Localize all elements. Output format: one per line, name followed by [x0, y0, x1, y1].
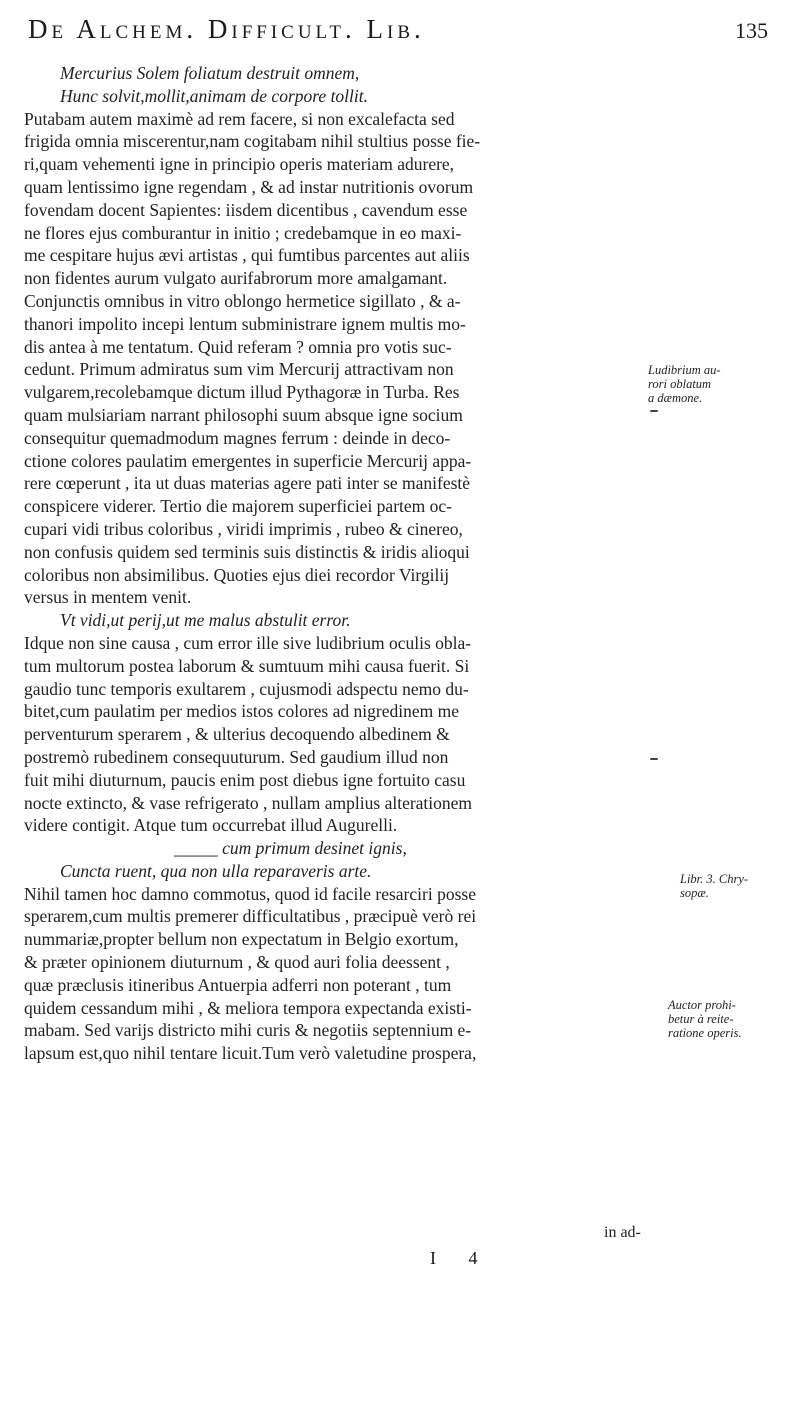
text-line: quam lentissimo igne regendam , & ad instar nutritionis ovorum [24, 176, 474, 197]
text-line: conspicere viderer. Tertio die majorem superficiei partem oc- [24, 496, 452, 517]
text-line: quidem cessandum mihi , & meliora tempora expectanda existi- [24, 997, 472, 1018]
text-line: consequitur quemadmodum magnes ferrum : deinde in deco- [24, 427, 451, 448]
text-line: Conjunctis omnibus in vitro oblongo hermetice sigillato , & a- [24, 290, 461, 311]
text-line: tum multorum postea laborum & sumtuum mihi causa fuerit. Si [24, 655, 470, 676]
text-line: ri,quam vehementi igne in principio operis materiam adurere, [24, 154, 455, 175]
text-line: vulgarem,recolebamque dictum illud Pythagoræ in Turba. Res [24, 382, 460, 403]
running-head: De Alchem. Difficult. Lib. [28, 14, 425, 44]
text-line: nummariæ,propter bellum non expectatum in Belgio exortum, [24, 929, 459, 950]
text-line: nocte extincto, & vase refrigerato , nullam amplius alterationem [24, 792, 473, 813]
text-line: mabam. Sed varijs districto mihi curis & negotiis septennium e- [24, 1020, 472, 1041]
text-line: frigida omnia miscerentur,nam cogitabam nihil stultius posse fie- [24, 131, 481, 152]
margin-note-text: Ludibrium au- rori oblatum a dæmone. [648, 363, 721, 405]
text-line: dis antea à me tentatum. Quid referam ? omnia pro votis suc- [24, 336, 452, 357]
text-line: Nihil tamen hoc damno commotus, quod id facile resarciri posse [24, 883, 476, 904]
verse-line: Vt vidi,ut perij,ut me malus abstulit error. [60, 610, 351, 631]
text-line: non confusis quidem sed terminis suis distinctis & iridis alioqui [24, 541, 470, 562]
page-number: 135 [735, 18, 768, 43]
verse-line: Mercurius Solem foliatum destruit omnem, [60, 63, 360, 83]
text-line: thanori impolito incepi lentum subministrare ignem multis mo- [24, 313, 466, 334]
text-line: videre contigit. Atque tum occurrebat illud Augurelli. [24, 815, 398, 836]
text-line: me cespitare hujus ævi artistas , qui fumtibus parcentes aut aliis [24, 245, 470, 266]
text-line: fuit mihi diuturnum, paucis enim post diebus igne fortuito casu [24, 769, 466, 790]
verse-line: Cuncta ruent, qua non ulla reparaveris arte. [60, 860, 372, 881]
catchword: in ad- [604, 1224, 641, 1241]
text-line: gaudio tunc temporis exultarem , cujusmodi adspectu nemo du- [24, 678, 469, 699]
text-line: ctione colores paulatim emergentes in superficie Mercurij appa- [24, 450, 472, 471]
text-line: ne flores ejus comburantur in initio ; credebamque in eo maxi- [24, 222, 462, 243]
text-line: postremò rubedinem consequuturum. Sed gaudium illud non [24, 746, 449, 767]
signature-mark: I 4 [430, 1248, 492, 1268]
text-line: coloribus non absimilibus. Quoties ejus diei recordor Virgilij [24, 564, 450, 585]
text-line: Putabam autem maximè ad rem facere, si non excalefacta sed [24, 108, 455, 129]
margin-note-auctor [668, 998, 742, 1040]
verse-line: _____ cum primum desinet ignis, [174, 838, 407, 859]
page-header [28, 14, 768, 54]
margin-note-text: Auctor prohi- betur à reite- ratione operis. [668, 998, 742, 1040]
text-line: sperarem,cum multis premerer difficultatibus , præcipuè verò rei [24, 906, 477, 927]
margin-note-chrysopae [680, 872, 748, 900]
margin-note-text: Libr. 3. Chry- sopæ. [680, 872, 749, 900]
text-line: bitet,cum paulatim per medios istos colores ad nigredinem me [24, 701, 459, 722]
text-line: cupari vidi tribus coloribus , viridi imprimis , rubeo & cinereo, [24, 518, 463, 539]
text-line: fovendam docent Sapientes: iisdem dicentibus , cavendum esse [24, 199, 468, 220]
main-text [24, 62, 636, 1065]
text-line: perventurum sperarem , & ulterius decoquendo albedinem & [24, 724, 450, 745]
text-line: non fidentes aurum vulgato aurifabrorum more amalgamant. [24, 268, 448, 289]
text-line: & præter opinionem diuturnum , & quod auri folia deessent , [24, 952, 450, 973]
text-line: rere cœperunt , ita ut duas materias agere pati inter se manifestè [24, 473, 471, 494]
text-line: quæ præclusis itineribus Antuerpia adferri non poterant , tum [24, 974, 452, 995]
text-line: quam mulsiariam narrant philosophi suum absque igne socium [24, 404, 463, 425]
text-line: cedunt. Primum admiratus sum vim Mercurij attractivam non [24, 359, 454, 380]
text-line: versus in mentem venit. [24, 587, 192, 608]
text-line: Idque non sine causa , cum error ille sive ludibrium oculis obla- [24, 632, 472, 653]
verse-line: Hunc solvit,mollit,animam de corpore tollit. [60, 85, 369, 106]
ink-speck [650, 410, 658, 412]
ink-speck [650, 758, 658, 760]
text-line: lapsum est,quo nihil tentare licuit.Tum verò valetudine prospera, [24, 1043, 477, 1064]
margin-note-ludibrium [648, 363, 721, 405]
